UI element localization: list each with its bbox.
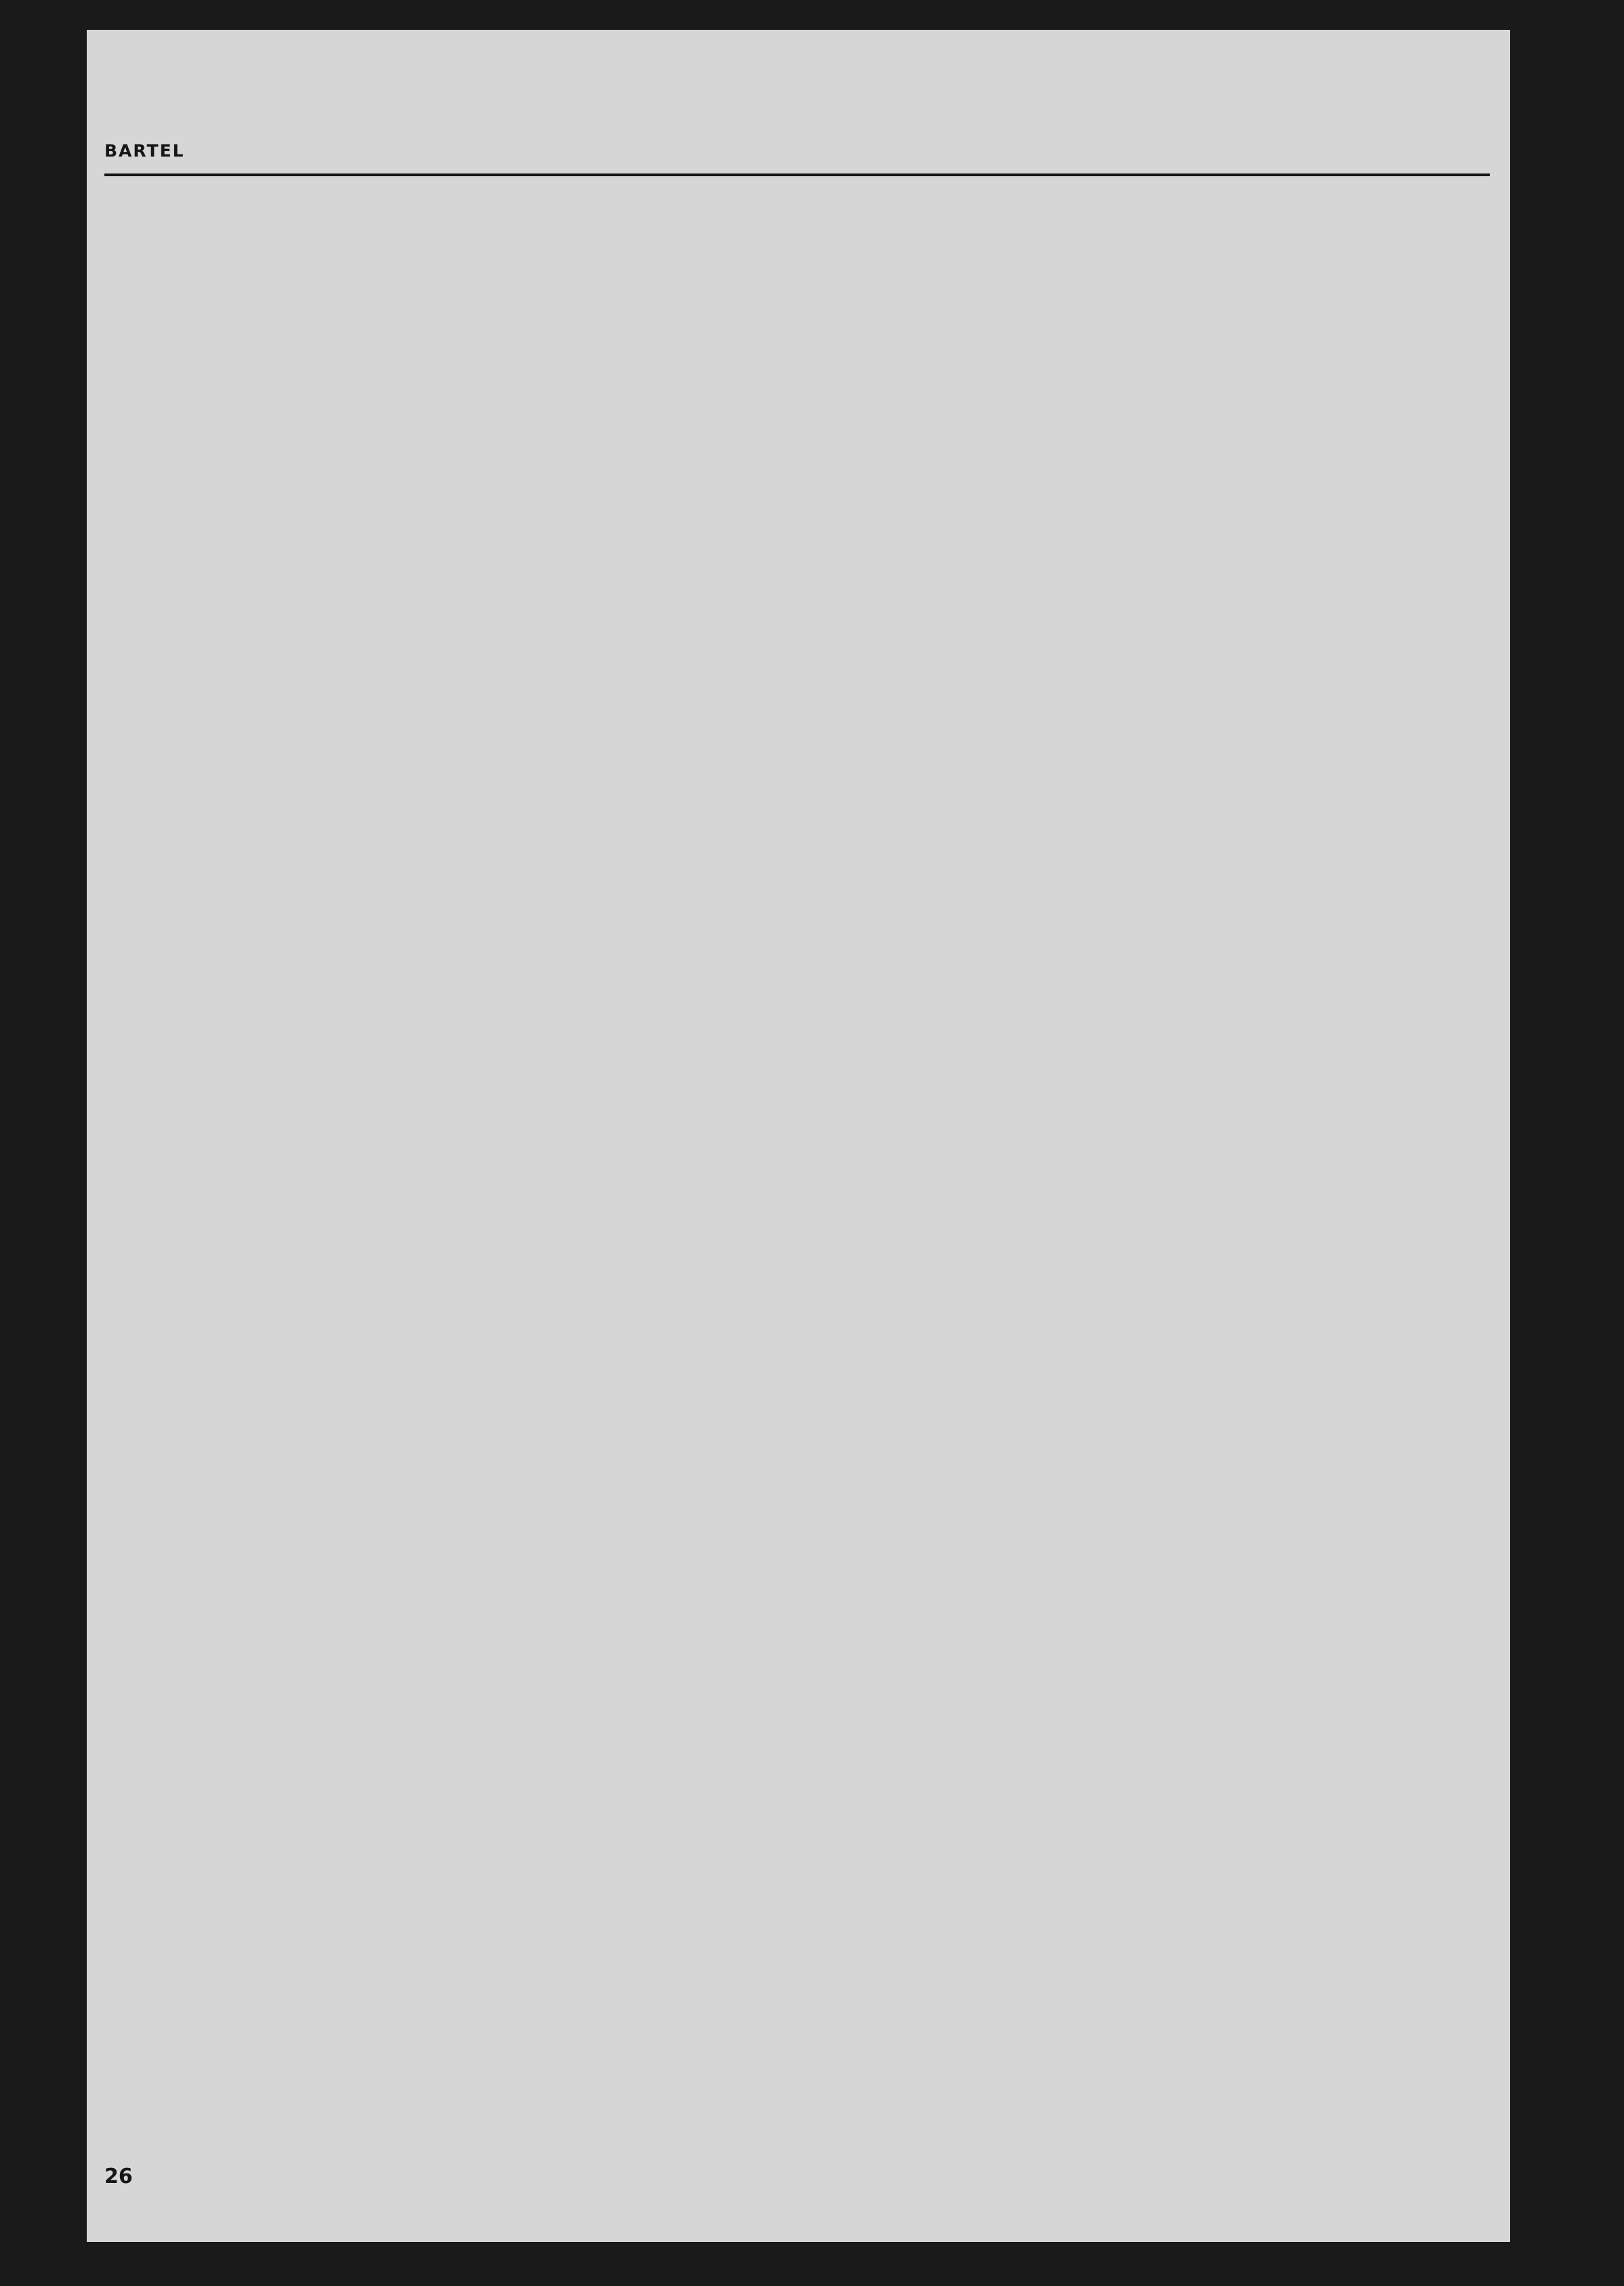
directory-column-3 (811, 183, 1158, 2189)
header-rule (104, 174, 1490, 176)
directory-page (87, 30, 1510, 2242)
directory-column-1 (103, 183, 450, 2189)
page-header-title: BARTEL (104, 141, 185, 161)
directory-column-4 (1164, 183, 1510, 2189)
page-number: 26 (104, 2165, 133, 2188)
directory-column-2 (457, 183, 804, 2189)
